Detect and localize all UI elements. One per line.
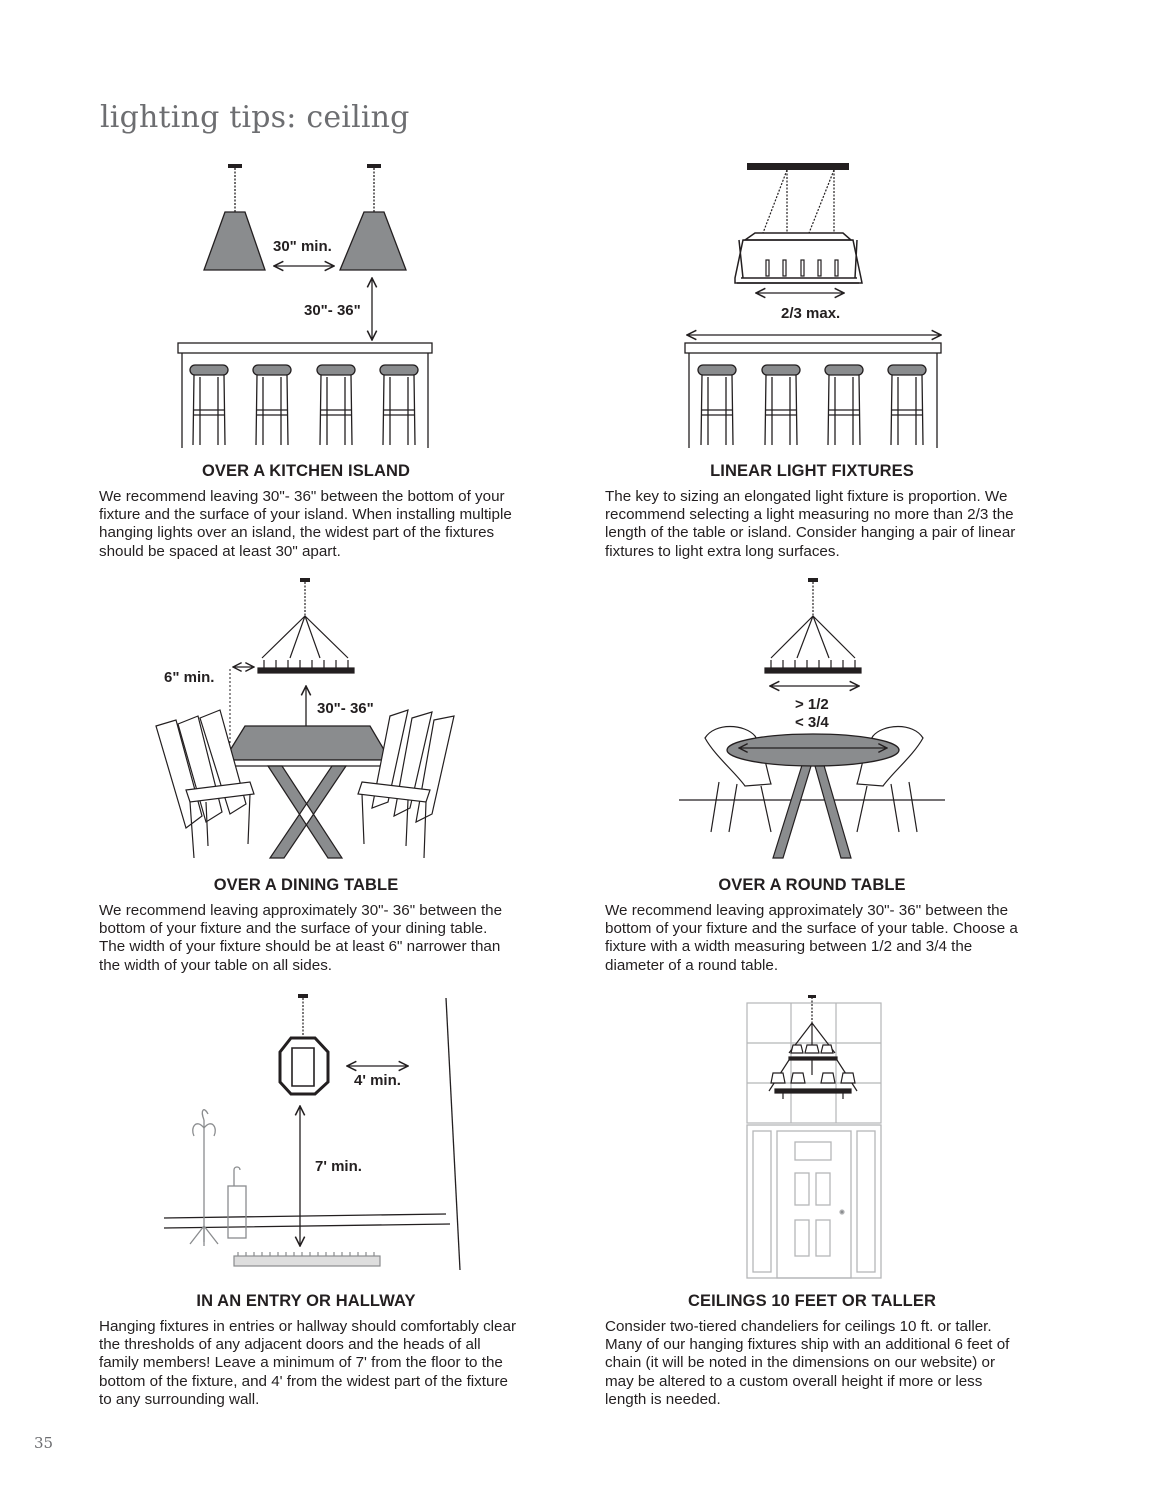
- entry-rug: [234, 1252, 380, 1266]
- island-counter: [178, 343, 432, 353]
- ceiling-canopy-left: [228, 164, 242, 168]
- height-label: 30"- 36": [304, 302, 361, 319]
- section-title-round-table: OVER A ROUND TABLE: [718, 876, 906, 894]
- section-body-kitchen-island: We recommend leaving 30"- 36" between the bottom of your fixture and the surface of your island. When installing multiple hanging lights over an island, the widest part of the fixtures should be spaced at least 30" apart.: [99, 488, 512, 560]
- linear-lantern: [735, 233, 862, 283]
- proportion-label: 2/3 max.: [781, 305, 841, 322]
- section-body-tall-ceilings: Consider two-tiered chandeliers for ceilings 10 ft. or taller. Many of our hanging fixtures ship with an additional 6 feet of chain (it will be noted in the dimensions on our website) or may be altered to a custom overall height if more or less length is needed.: [605, 1318, 1010, 1408]
- round-chandelier: [765, 616, 861, 673]
- pendant-shade-left: [204, 212, 265, 270]
- round-table-legs: [773, 762, 851, 858]
- tall-ceiling-illustration: [745, 995, 885, 1280]
- kitchen-island-illustration: [170, 160, 440, 450]
- floor-clearance-label: 7' min.: [315, 1158, 362, 1175]
- spacing-label: 30" min.: [273, 238, 332, 255]
- entry-canopy: [298, 994, 308, 998]
- coat-rack: [190, 1110, 218, 1246]
- dining-tabletop: [224, 726, 390, 760]
- left-chairs: [156, 710, 254, 858]
- entry-lantern: [280, 1038, 328, 1094]
- clearance-label: 6" min.: [164, 669, 215, 686]
- section-body-entry-hallway: Hanging fixtures in entries or hallway should comfortably clear the thresholds of any adjacent doors and the heads of all family members! Leave a minimum of 7' from the floor to the bottom of the fixture, and 4' from the widest part of the fixture to any surrounding wall.: [99, 1318, 517, 1408]
- baseboard: [164, 1214, 450, 1228]
- section-title-dining-table: OVER A DINING TABLE: [213, 876, 399, 894]
- linear-island-counter: [685, 343, 941, 353]
- hallway-wall: [446, 998, 460, 1270]
- table-x-legs: [268, 766, 346, 858]
- front-door: [747, 1125, 881, 1278]
- round-canopy: [808, 578, 818, 582]
- dining-height-label: 30"- 36": [317, 700, 374, 717]
- wall-clearance-label: 4' min.: [354, 1072, 401, 1089]
- pendant-shade-right: [340, 212, 406, 270]
- linear-canopy: [747, 163, 849, 170]
- window-grid: [747, 1003, 881, 1123]
- linear-fixture-illustration: [675, 160, 955, 450]
- dining-chandelier: [258, 616, 354, 673]
- ceiling-canopy-right: [367, 164, 381, 168]
- section-body-dining-table: We recommend leaving approximately 30"- 36" between the bottom of your fixture and the surface of your dining table. The width of your fixture should be at least 6" narrower than the width of your table on all sides.: [99, 902, 503, 974]
- section-body-linear-fixtures: The key to sizing an elongated light fixture is proportion. We recommend selecting a light measuring no more than 2/3 the length of the table or island. Consider hanging a pair of linear fixtures to light extra long surfaces.: [605, 488, 1016, 560]
- section-title-linear-fixtures: LINEAR LIGHT FIXTURES: [710, 462, 914, 480]
- dining-canopy: [300, 578, 310, 582]
- section-title-tall-ceilings: CEILINGS 10 FEET OR TALLER: [688, 1292, 936, 1310]
- page-number: 35: [34, 1434, 54, 1452]
- round-table-illustration: [675, 576, 955, 866]
- min-ratio-label: > 1/2: [795, 696, 829, 713]
- entry-hallway-illustration: [160, 990, 470, 1280]
- section-body-round-table: We recommend leaving approximately 30"- 36" between the bottom of your fixture and the surface of your table. Choose a fixture with a width measuring between 1/2 and 3/4 the diameter of a round table.: [605, 902, 1018, 974]
- page-title: lighting tips: ceiling: [100, 100, 410, 135]
- dining-table-illustration: [150, 576, 470, 866]
- round-tabletop: [727, 734, 899, 766]
- section-title-kitchen-island: OVER A KITCHEN ISLAND: [201, 462, 411, 480]
- max-ratio-label: < 3/4: [795, 714, 829, 731]
- two-tier-chandelier: [769, 1023, 857, 1099]
- section-title-entry-hallway: IN AN ENTRY OR HALLWAY: [196, 1292, 416, 1310]
